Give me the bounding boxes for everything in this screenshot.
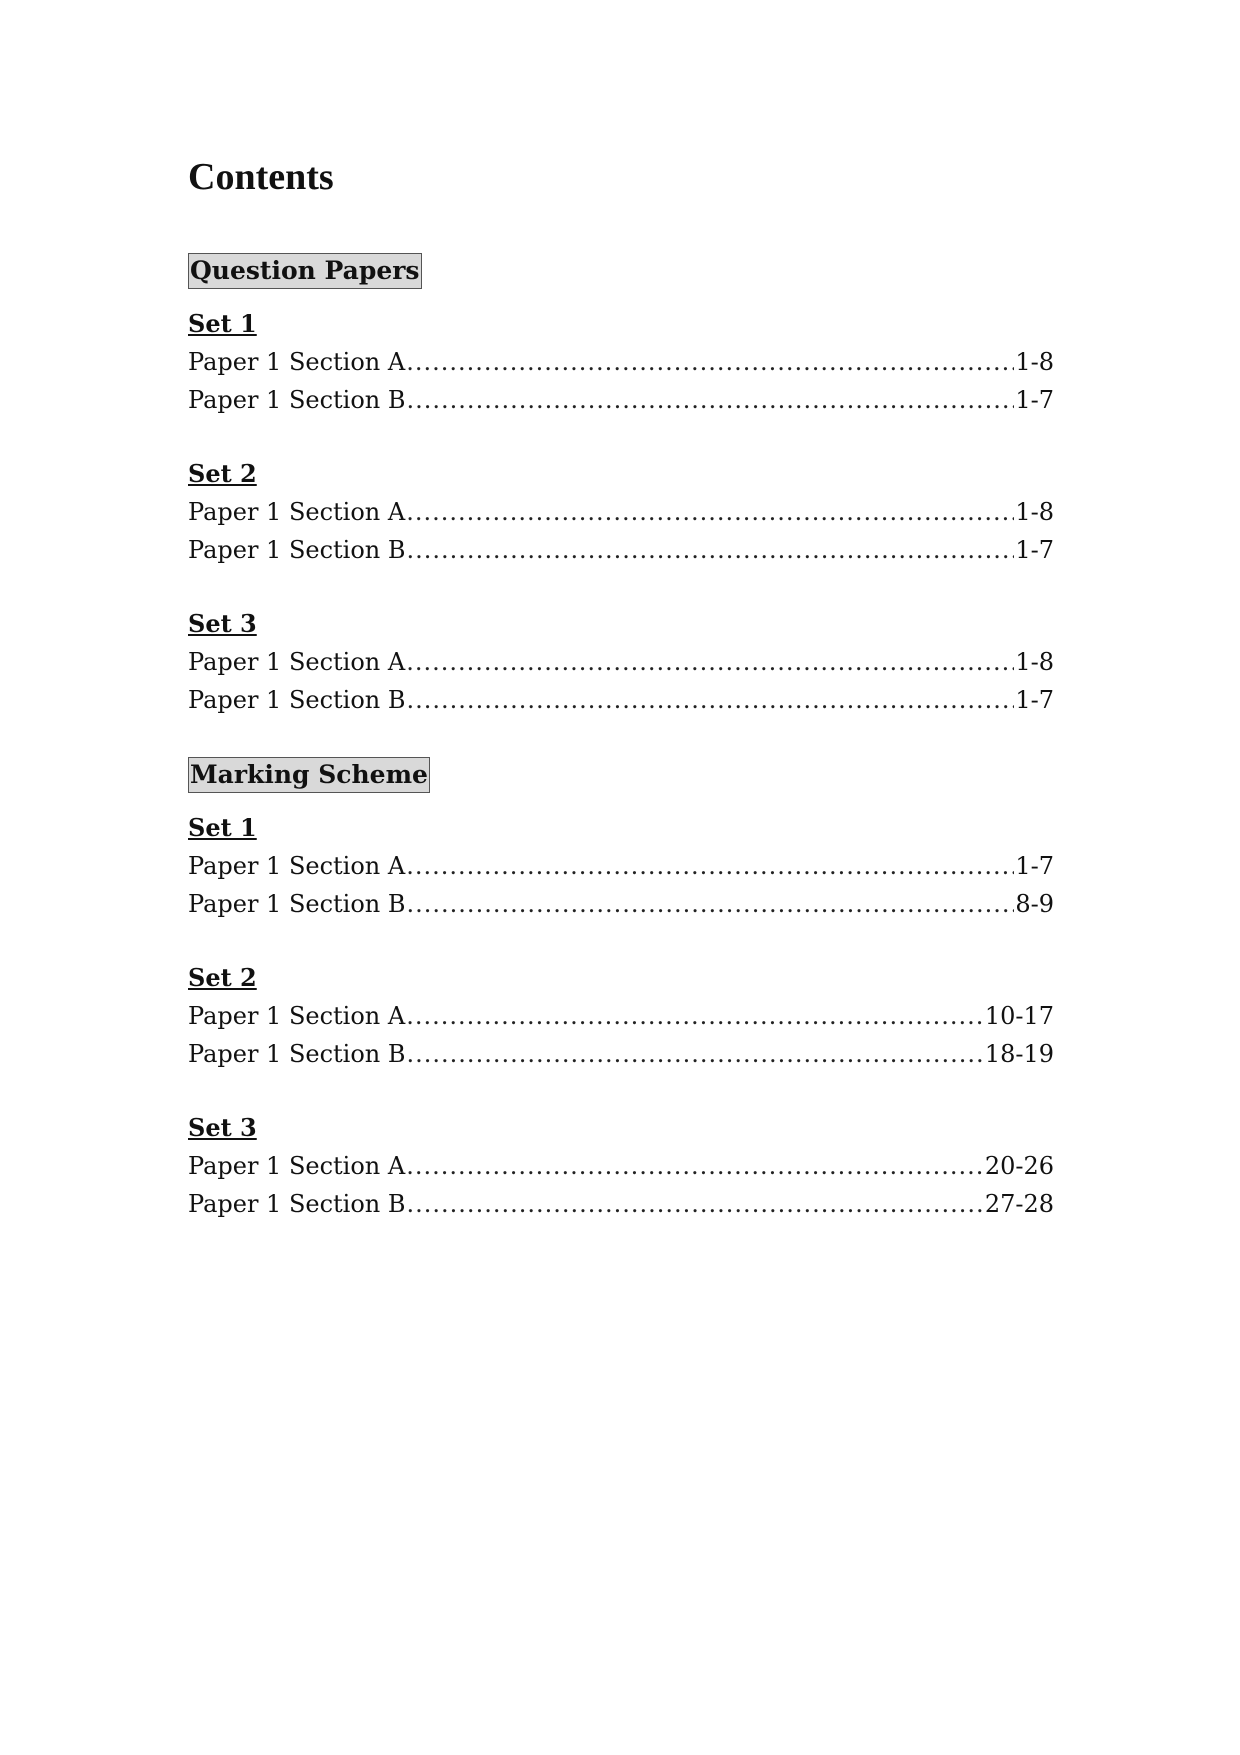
toc-entry[interactable] [188, 1185, 1054, 1223]
page-title: Contents [188, 156, 334, 198]
set-block [188, 605, 1054, 719]
set-heading: Set 3 [188, 1113, 257, 1142]
toc-entry-label: Paper 1 Section B [188, 1190, 406, 1218]
dot-leader [406, 343, 1014, 381]
contents-page [188, 150, 1054, 1261]
set-block [188, 959, 1054, 1073]
toc-entry[interactable] [188, 643, 1054, 681]
dot-leader [406, 493, 1014, 531]
toc-entry-pages: 1-7 [1015, 686, 1054, 714]
toc-entry-label: Paper 1 Section A [188, 1002, 406, 1030]
toc-entry[interactable] [188, 885, 1054, 923]
dot-leader [407, 885, 1015, 923]
set-block [188, 305, 1054, 419]
dot-leader [406, 847, 1014, 885]
toc-entry-label: Paper 1 Section B [188, 536, 406, 564]
toc-entry-label: Paper 1 Section A [188, 1152, 406, 1180]
toc-entry-label: Paper 1 Section B [188, 890, 406, 918]
set-heading: Set 2 [188, 459, 257, 488]
toc-entry-label: Paper 1 Section B [188, 686, 406, 714]
toc-entry[interactable] [188, 381, 1054, 419]
section-heading: Marking Scheme [188, 757, 430, 793]
toc-entry-pages: 1-7 [1015, 536, 1054, 564]
dot-leader [406, 643, 1014, 681]
toc-entry-label: Paper 1 Section B [188, 1040, 406, 1068]
dot-leader [407, 381, 1015, 419]
toc-entry-label: Paper 1 Section A [188, 498, 406, 526]
set-block [188, 1109, 1054, 1223]
toc-entry[interactable] [188, 493, 1054, 531]
dot-leader [407, 1185, 984, 1223]
dot-leader [407, 531, 1015, 569]
toc-entry-label: Paper 1 Section A [188, 852, 406, 880]
toc-entry-pages: 18-19 [984, 1040, 1054, 1068]
set-heading: Set 2 [188, 963, 257, 992]
section-heading: Question Papers [188, 253, 422, 289]
toc-entry[interactable] [188, 1147, 1054, 1185]
toc-entry-pages: 1-7 [1015, 386, 1054, 414]
dot-leader [406, 1147, 984, 1185]
toc-entry-pages: 1-8 [1015, 648, 1054, 676]
toc-entry-pages: 27-28 [984, 1190, 1054, 1218]
set-block [188, 809, 1054, 923]
toc-entry-label: Paper 1 Section B [188, 386, 406, 414]
dot-leader [406, 997, 984, 1035]
toc-entry-pages: 20-26 [984, 1152, 1054, 1180]
set-block [188, 455, 1054, 569]
toc-entry-pages: 8-9 [1015, 890, 1054, 918]
toc-entry-label: Paper 1 Section A [188, 348, 406, 376]
toc-entry-pages: 1-8 [1015, 498, 1054, 526]
section-marking-scheme [188, 757, 1054, 1223]
set-heading: Set 1 [188, 813, 257, 842]
toc-entry[interactable] [188, 997, 1054, 1035]
dot-leader [407, 681, 1015, 719]
toc-entry[interactable] [188, 847, 1054, 885]
toc-entry[interactable] [188, 531, 1054, 569]
toc-entry[interactable] [188, 681, 1054, 719]
set-heading: Set 1 [188, 309, 257, 338]
toc-entry-pages: 10-17 [984, 1002, 1054, 1030]
toc-entry-pages: 1-7 [1015, 852, 1054, 880]
toc-entry-pages: 1-8 [1015, 348, 1054, 376]
set-heading: Set 3 [188, 609, 257, 638]
toc-entry[interactable] [188, 1035, 1054, 1073]
section-question-papers [188, 253, 1054, 719]
toc-entry[interactable] [188, 343, 1054, 381]
dot-leader [407, 1035, 984, 1073]
toc-entry-label: Paper 1 Section A [188, 648, 406, 676]
